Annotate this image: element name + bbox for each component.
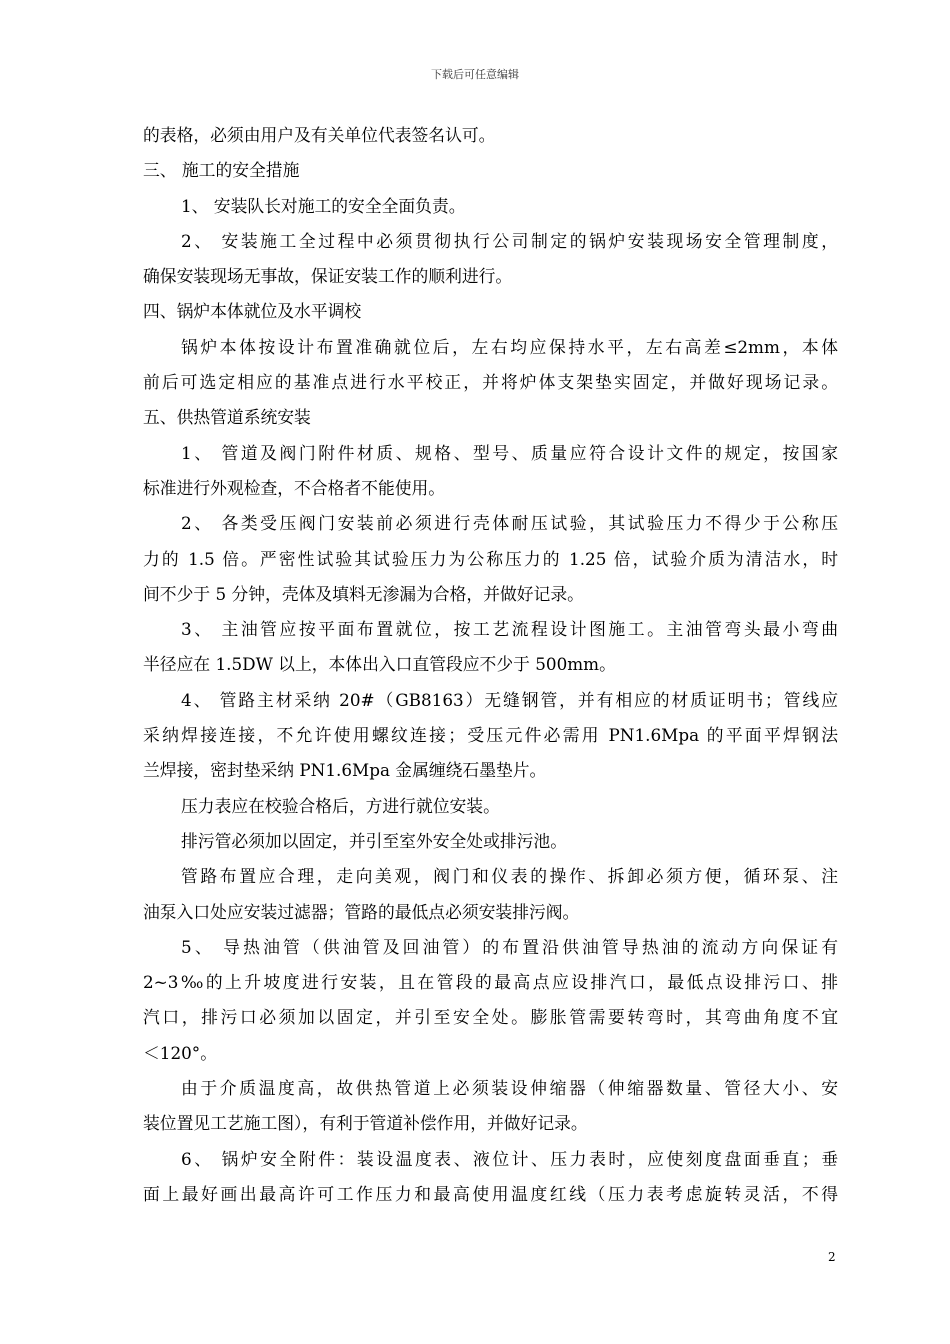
text-line: 力的 1.5 倍。严密性试验其试验压力为公称压力的 1.25 倍，试验介质为清洁水，时 <box>143 548 838 569</box>
text-line: 1、 安装队长对施工的安全全面负责。 <box>181 195 466 216</box>
text-line: 确保安装现场无事故，保证安装工作的顺利进行。 <box>143 266 513 287</box>
document-body <box>143 118 838 1212</box>
header-note: 下载后可任意编辑 <box>431 68 519 81</box>
text-line: 1、 管道及阀门附件材质、规格、型号、质量应符合设计文件的规定，按国家 <box>181 442 838 463</box>
text-line: 4、 管路主材采纳 20#（GB8163）无缝钢管，并有相应的材质证明书；管线应 <box>181 689 838 710</box>
text-line: 锅炉本体按设计布置准确就位后，左右均应保持水平，左右高差≤2mm，本体 <box>181 336 838 357</box>
text-line: 采纳焊接连接，不允许使用螺纹连接；受压元件必需用 PN1.6Mpa 的平面平焊钢法 <box>143 725 838 746</box>
text-line: 兰焊接，密封垫采纳 PN1.6Mpa 金属缠绕石墨垫片。 <box>143 760 547 781</box>
text-line: 标准进行外观检查，不合格者不能使用。 <box>143 477 446 498</box>
page-number: 2 <box>828 1250 836 1264</box>
text-line: 排污管必须加以固定，并引至室外安全处或排污池。 <box>181 830 567 851</box>
text-line: 压力表应在校验合格后，方进行就位安装。 <box>181 795 500 816</box>
text-line: 汽口，排污口必须加以固定，并引至安全处。膨胀管需要转弯时，其弯曲角度不宜 <box>143 1007 838 1028</box>
text-line: 由于介质温度高，故供热管道上必须装设伸缩器（伸缩器数量、管径大小、安 <box>181 1078 838 1099</box>
text-line: 管路布置应合理，走向美观，阀门和仪表的操作、拆卸必须方便，循环泵、注 <box>181 866 838 887</box>
text-line: 5、 导热油管（供油管及回油管）的布置沿供油管导热油的流动方向保证有 <box>181 936 838 957</box>
text-line: 3、 主油管应按平面布置就位，按工艺流程设计图施工。主油管弯头最小弯曲 <box>181 619 838 640</box>
text-line: 油泵入口处应安装过滤器；管路的最低点必须安装排污阀。 <box>143 901 580 922</box>
text-line: 6、 锅炉安全附件：装设温度表、液位计、压力表时，应使刻度盘面垂直；垂 <box>181 1148 838 1169</box>
text-line: 四、锅炉本体就位及水平调校 <box>143 301 362 322</box>
text-line: 五、供热管道系统安装 <box>143 407 311 428</box>
text-line: 2、 安装施工全过程中必须贯彻执行公司制定的锅炉安装现场安全管理制度， <box>181 230 838 251</box>
text-line: 面上最好画出最高许可工作压力和最高使用温度红线（压力表考虑旋转灵活，不得 <box>143 1183 838 1204</box>
text-line: 半径应在 1.5DW 以上，本体出入口直管段应不少于 500mm。 <box>143 654 616 675</box>
text-line: 间不少于 5 分钟，壳体及填料无渗漏为合格，并做好记录。 <box>143 583 584 604</box>
text-line: 2~3‰的上升坡度进行安装，且在管段的最高点应设排汽口，最低点设排污口、排 <box>143 972 838 993</box>
text-line: 三、 施工的安全措施 <box>143 160 300 181</box>
text-line: ＜120°。 <box>143 1042 217 1063</box>
text-line: 装位置见工艺施工图），有利于管道补偿作用，并做好记录。 <box>143 1113 588 1134</box>
text-line: 的表格，必须由用户及有关单位代表签名认可。 <box>143 125 496 145</box>
text-line: 2、 各类受压阀门安装前必须进行壳体耐压试验，其试验压力不得少于公称压 <box>181 513 838 534</box>
text-line: 前后可选定相应的基准点进行水平校正，并将炉体支架垫实固定，并做好现场记录。 <box>143 372 838 393</box>
